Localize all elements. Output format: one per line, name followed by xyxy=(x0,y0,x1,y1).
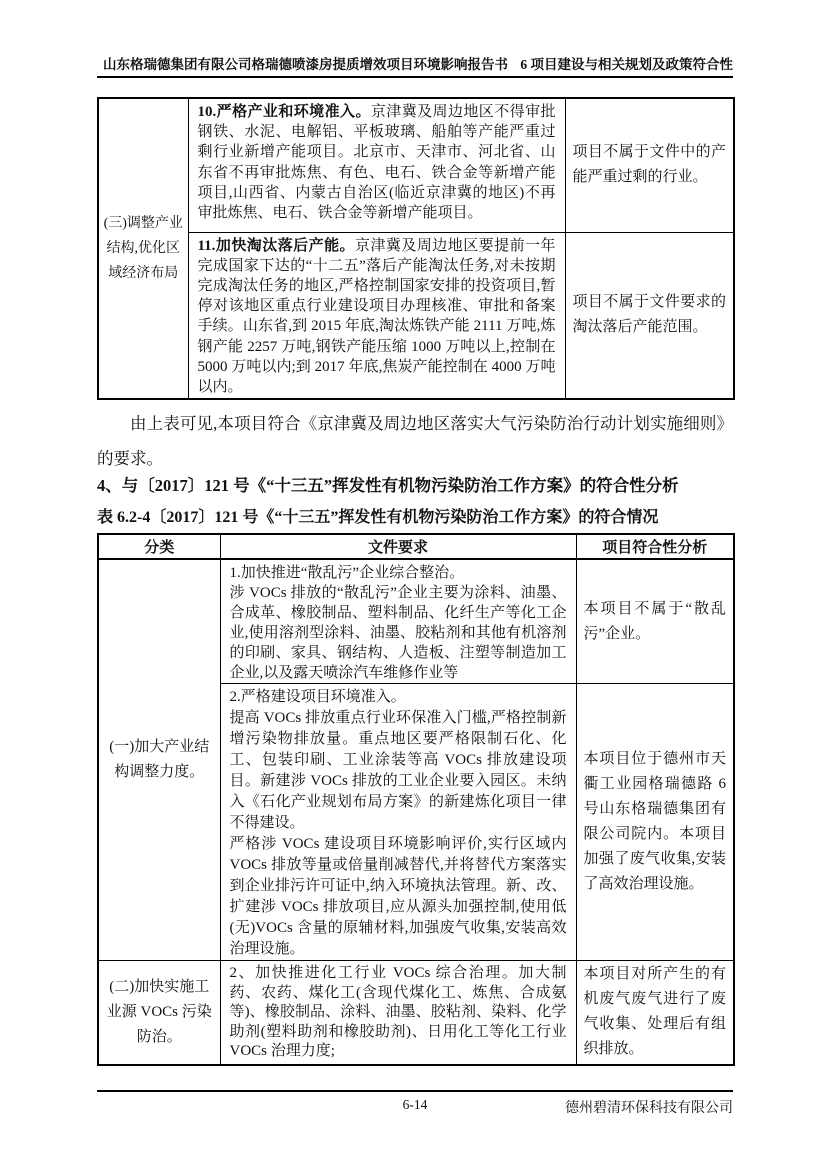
table-row xyxy=(98,961,734,1065)
footer-company: 德州碧清环保科技有限公司 xyxy=(565,1101,733,1116)
requirement-cell xyxy=(220,684,576,961)
table-caption: 表 6.2-4〔2017〕121 号《“十三五”挥发性有机物污染防治工作方案》的符合情况 xyxy=(97,509,659,526)
analysis-cell: 项目不属于文件中的产能严重过剩的行业。 xyxy=(565,98,734,232)
header-report-title: 山东格瑞德集团有限公司格瑞德喷漆房提质增效项目环境影响报告书 xyxy=(103,57,508,72)
table-header-row xyxy=(98,534,734,559)
category-cell: (三)调整产业结构,优化区域经济布局 xyxy=(98,98,188,399)
requirement-cell xyxy=(188,98,565,232)
requirement-text: 京津冀及周边地区不得审批钢铁、水泥、电解铝、平板玻璃、船舶等产能严重过剩行业新增产能项目。北京市、天津市、河北省、山东省不再审批炼焦、有色、电石、铁合金等新增产能项目,山西省、内蒙古自治区(临近京津冀的地区)不再审批炼焦、电石、铁合金等新增产能项目。 xyxy=(197,104,556,222)
requirement-text: 京津冀及周边地区要提前一年完成国家下达的“十二五”落后产能淘汰任务,对未按期完成淘汰任务的地区,严格控制国家安排的投资项目,暂停对该地区重点行业建设项目办理核准、审批和备案手续。山东省,到 2015 年底,淘汰炼铁产能 2111 万吨,炼钢产能 2257 万吨,钢铁产能压缩 1000 万吨以上,控制在 5000 万吨以内;到 2017 年底,焦炭产能控制在 4000 万吨以内。 xyxy=(197,237,556,395)
running-header xyxy=(103,53,733,73)
requirement-lead: 10.严格产业和环境准入。 xyxy=(197,104,371,120)
analysis-cell: 本项目对所产生的有机废气废气进行了废气收集、处理后有组织排放。 xyxy=(576,961,734,1065)
analysis-cell: 本项目位于德州市天衢工业园格瑞德路 6 号山东格瑞德集团有限公司院内。本项目加强了废气收集,安装了高效治理设施。 xyxy=(576,684,734,961)
footer-rule xyxy=(97,1090,733,1092)
conclusion-paragraph: 由上表可见,本项目符合《京津冀及周边地区落实大气污染防治行动计划实施细则》的要求。 xyxy=(97,414,733,468)
column-header-requirement: 文件要求 xyxy=(220,534,576,559)
header-rule xyxy=(97,76,733,78)
requirement-text: 严格涉 VOCs 建设项目环境影响评价,实行区域内 VOCs 排放等量或倍量削减替代,并将替代方案落实到企业排污许可证中,纳入环境执法管理。新、改、扩建涉 VOCs 排放项目,应从源头加强控制,使用低(无)VOCs 含量的原辅材料,加强废气收集,安装高效治理设施。 xyxy=(229,836,567,957)
requirement-line: 2.严格建设项目环境准入。 xyxy=(229,689,406,705)
jjj-compliance-table xyxy=(97,97,735,400)
requirement-cell xyxy=(188,232,565,399)
requirement-text: 提高 VOCs 排放重点行业环保准入门槛,严格控制新增污染物排放量。重点地区要严格限制石化、化工、包装印刷、工业涂装等高 VOCs 排放建设项目。新建涉 VOCs 排放的工业企业要入园区。未纳入《石化产业规划布局方案》的新建炼化项目一律不得建设。 xyxy=(229,710,567,831)
column-header-category: 分类 xyxy=(98,534,220,559)
category-cell: (二)加快实施工业源 VOCs 污染防治。 xyxy=(98,961,220,1065)
voc-compliance-table xyxy=(97,533,735,1066)
analysis-cell: 本项目不属于“散乱污”企业。 xyxy=(576,559,734,684)
table-row xyxy=(98,559,734,684)
table-row xyxy=(98,232,734,399)
requirement-line: 1.加快推进“散乱污”企业综合整治。 xyxy=(229,565,465,581)
table-row xyxy=(98,98,734,232)
category-cell: (一)加大产业结构调整力度。 xyxy=(98,559,220,961)
requirement-cell xyxy=(220,559,576,684)
page-number: 6-14 xyxy=(402,1097,428,1112)
section-heading: 4、与〔2017〕121 号《“十三五”挥发性有机物污染防治工作方案》的符合性分析 xyxy=(97,476,679,495)
requirement-text: 涉 VOCs 排放的“散乱污”企业主要为涂料、油墨、合成革、橡胶制品、塑料制品、化纤生产等化工企业,使用溶剂型涂料、油墨、胶粘剂和其他有机溶剂的印刷、家具、钢结构、人造板、注塑等制造加工企业,以及露天喷涂汽车维修作业等 xyxy=(229,585,567,681)
requirement-lead: 11.加快淘汰落后产能。 xyxy=(197,237,355,254)
analysis-cell: 项目不属于文件要求的淘汰落后产能范围。 xyxy=(565,232,734,399)
header-chapter-title: 6 项目建设与相关规划及政策符合性 xyxy=(520,57,733,72)
column-header-analysis: 项目符合性分析 xyxy=(576,534,734,559)
requirement-cell: 2、加快推进化工行业 VOCs 综合治理。加大制药、农药、煤化工(含现代煤化工、炼焦、合成氨等)、橡胶制品、涂料、油墨、胶粘剂、染料、化学助剂(塑料助剂和橡胶助剂)、日用化工等化工行业 VOCs 治理力度; xyxy=(220,961,576,1065)
